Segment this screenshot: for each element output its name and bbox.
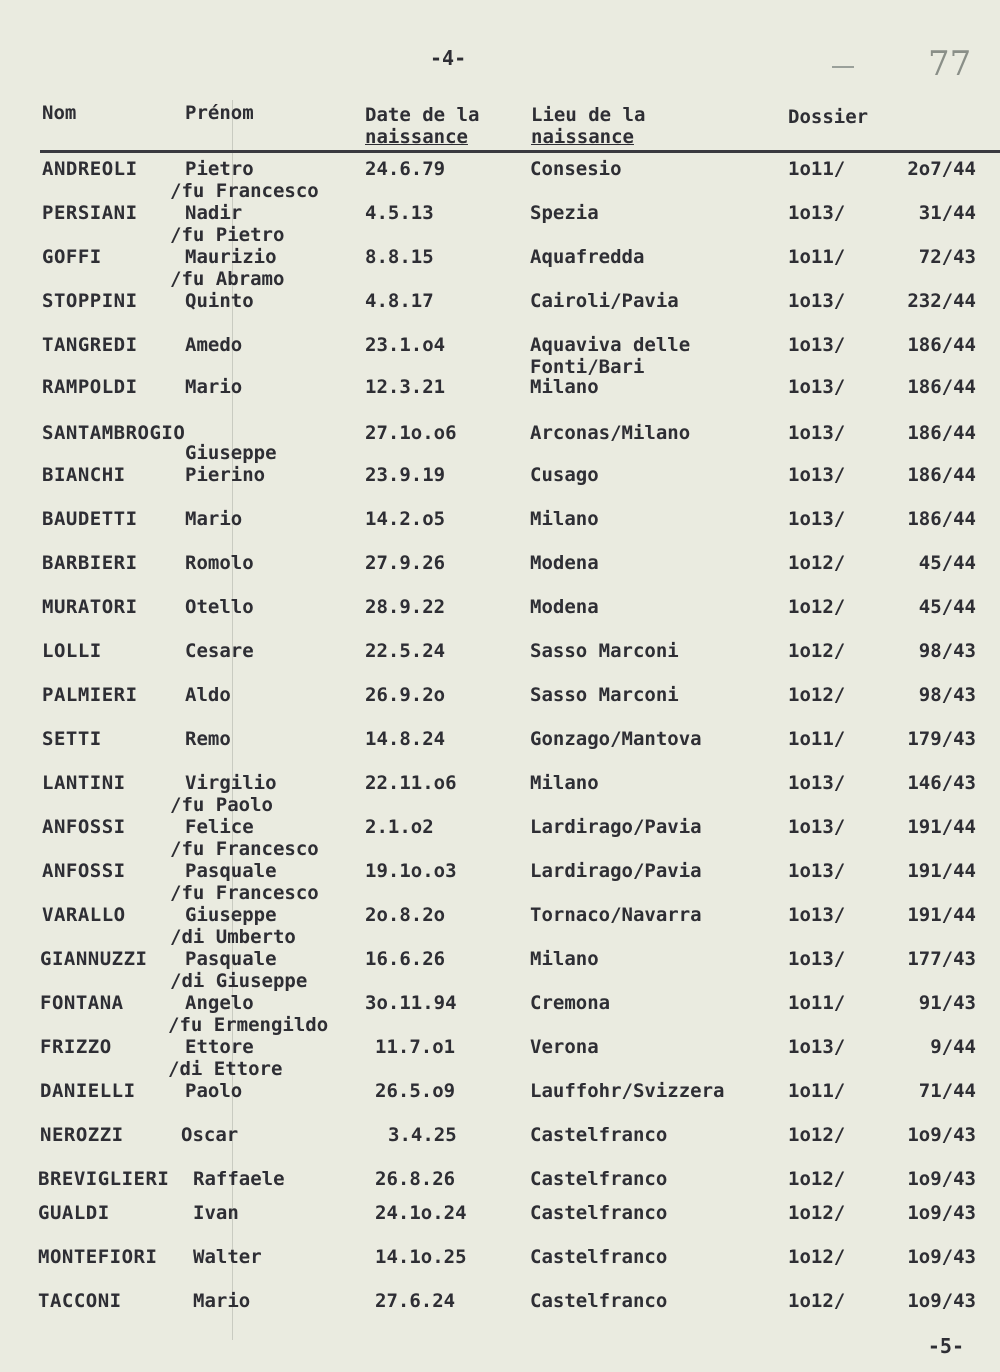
table-row	[0, 202, 1000, 242]
cell-dossier-b: 186/44	[907, 464, 976, 486]
cell-dossier-b: 191/44	[907, 860, 976, 882]
next-page-number: -5-	[927, 1334, 964, 1358]
cell-lieu: Arconas/Milano	[530, 422, 691, 444]
cell-dossier-a: 1o12/	[788, 552, 846, 574]
cell-prenom: Mario	[193, 1290, 251, 1312]
table-row	[0, 376, 1000, 416]
page-number: -4-	[430, 46, 467, 70]
cell-dossier-b: 71/44	[918, 1080, 976, 1102]
cell-prenom: Felice	[185, 816, 254, 838]
cell-father: /fu Paolo	[170, 794, 273, 816]
cell-dossier-b: 191/44	[907, 904, 976, 926]
cell-dossier-b: 45/44	[918, 552, 976, 574]
cell-prenom: Walter	[193, 1246, 262, 1268]
cell-nom: TANGREDI	[42, 334, 138, 356]
cell-dossier-a: 1o13/	[788, 376, 846, 398]
cell-dossier-b: 45/44	[918, 596, 976, 618]
cell-lieu: Milano	[530, 948, 599, 970]
cell-dossier-b: 1o9/43	[907, 1246, 976, 1268]
cell-nom: MONTEFIORI	[38, 1246, 158, 1268]
cell-prenom: Mario	[185, 376, 243, 398]
cell-lieu: Sasso Marconi	[530, 640, 679, 662]
cell-dossier-a: 1o13/	[788, 860, 846, 882]
cell-dossier-a: 1o12/	[788, 1202, 846, 1224]
cell-dossier-b: 186/44	[907, 334, 976, 356]
cell-dossier-b: 186/44	[907, 376, 976, 398]
table-row	[0, 772, 1000, 812]
cell-nom: BAUDETTI	[42, 508, 138, 530]
cell-date: 4.8.17	[365, 290, 434, 312]
cell-father: /di Umberto	[170, 926, 296, 948]
table-row	[0, 464, 1000, 504]
cell-lieu: Lardirago/Pavia	[530, 816, 702, 838]
cell-prenom: Angelo	[185, 992, 254, 1014]
table-row	[0, 1290, 1000, 1330]
cell-nom: ANFOSSI	[42, 816, 126, 838]
table-row	[0, 904, 1000, 944]
cell-prenom: Oscar	[181, 1124, 239, 1146]
table-row	[0, 246, 1000, 286]
cell-lieu: Lardirago/Pavia	[530, 860, 702, 882]
cell-dossier-b: 98/43	[918, 684, 976, 706]
cell-dossier-b: 9/44	[930, 1036, 976, 1058]
cell-dossier-a: 1o13/	[788, 772, 846, 794]
cell-dossier-b: 1o9/43	[907, 1202, 976, 1224]
header-date-line1: Date de la	[365, 104, 480, 126]
cell-dossier-b: 146/43	[907, 772, 976, 794]
cell-date: 4.5.13	[365, 202, 434, 224]
header-lieu-line2: naissance	[531, 126, 634, 148]
cell-prenom: Quinto	[185, 290, 254, 312]
cell-dossier-b: 72/43	[918, 246, 976, 268]
cell-date: 22.11.o6	[365, 772, 457, 794]
table-row	[0, 1036, 1000, 1076]
cell-date: 26.9.2o	[365, 684, 446, 706]
cell-date: 14.2.o5	[365, 508, 446, 530]
cell-nom: TACCONI	[38, 1290, 122, 1312]
cell-prenom: Pasquale	[185, 860, 277, 882]
corner-folio-number: 77	[928, 44, 972, 84]
table-row	[0, 640, 1000, 680]
cell-date: 28.9.22	[365, 596, 446, 618]
cell-father: /fu Pietro	[170, 224, 285, 246]
cell-date: 8.8.15	[365, 246, 434, 268]
cell-dossier-b: 186/44	[907, 422, 976, 444]
cell-date: 22.5.24	[365, 640, 446, 662]
table-row	[0, 158, 1000, 198]
cell-date: 27.6.24	[375, 1290, 456, 1312]
cell-dossier-a: 1o13/	[788, 334, 846, 356]
table-row	[0, 422, 1000, 462]
cell-date: 24.1o.24	[375, 1202, 467, 1224]
cell-nom: GIANNUZZI	[40, 948, 148, 970]
cell-dossier-a: 1o12/	[788, 596, 846, 618]
cell-nom: DANIELLI	[40, 1080, 136, 1102]
cell-prenom: Paolo	[185, 1080, 243, 1102]
cell-lieu: Aquafredda	[530, 246, 645, 268]
cell-lieu: Modena	[530, 552, 599, 574]
cell-father: /di Giuseppe	[170, 970, 308, 992]
cell-dossier-b: 1o9/43	[907, 1290, 976, 1312]
cell-prenom: Cesare	[185, 640, 254, 662]
cell-nom: ANFOSSI	[42, 860, 126, 882]
cell-nom: FONTANA	[40, 992, 124, 1014]
cell-dossier-a: 1o13/	[788, 904, 846, 926]
cell-dossier-a: 1o13/	[788, 422, 846, 444]
cell-dossier-a: 1o11/	[788, 158, 846, 180]
cell-nom: STOPPINI	[42, 290, 138, 312]
cell-lieu: Cairoli/Pavia	[530, 290, 679, 312]
cell-lieu: Lauffohr/Svizzera	[530, 1080, 725, 1102]
cell-prenom: Mario	[185, 508, 243, 530]
cell-father: /fu Francesco	[170, 838, 319, 860]
cell-nom: SETTI	[42, 728, 102, 750]
cell-lieu: Milano	[530, 772, 599, 794]
cell-nom: PALMIERI	[42, 684, 138, 706]
table-row	[0, 334, 1000, 374]
cell-nom: GOFFI	[42, 246, 102, 268]
header-nom: Nom	[42, 102, 77, 124]
cell-prenom: Amedo	[185, 334, 243, 356]
table-row	[0, 992, 1000, 1032]
cell-nom: LOLLI	[42, 640, 102, 662]
corner-mark	[832, 66, 854, 68]
cell-nom: BIANCHI	[42, 464, 126, 486]
cell-date: 3o.11.94	[365, 992, 457, 1014]
cell-date: 19.1o.o3	[365, 860, 457, 882]
cell-date: 26.8.26	[375, 1168, 456, 1190]
cell-dossier-a: 1o11/	[788, 992, 846, 1014]
cell-dossier-a: 1o11/	[788, 246, 846, 268]
cell-prenom: Pietro	[185, 158, 254, 180]
cell-father: /fu Francesco	[170, 180, 319, 202]
cell-prenom: Raffaele	[193, 1168, 285, 1190]
cell-dossier-b: 186/44	[907, 508, 976, 530]
cell-lieu: Castelfranco	[530, 1168, 668, 1190]
table-row	[0, 290, 1000, 330]
cell-prenom: Maurizio	[185, 246, 277, 268]
cell-prenom: Ivan	[193, 1202, 239, 1224]
cell-lieu-line2: Fonti/Bari	[530, 356, 645, 378]
header-date	[365, 104, 479, 148]
cell-prenom: Romolo	[185, 552, 254, 574]
cell-prenom: Pasquale	[185, 948, 277, 970]
cell-nom: RAMPOLDI	[42, 376, 138, 398]
cell-lieu: Aquaviva delle	[530, 334, 691, 356]
cell-dossier-b: 177/43	[907, 948, 976, 970]
cell-prenom: Otello	[185, 596, 254, 618]
cell-nom: ANDREOLI	[42, 158, 138, 180]
cell-dossier-a: 1o12/	[788, 1246, 846, 1268]
cell-lieu: Milano	[530, 508, 599, 530]
cell-dossier-a: 1o12/	[788, 1168, 846, 1190]
cell-date: 2o.8.2o	[365, 904, 446, 926]
cell-dossier-a: 1o12/	[788, 684, 846, 706]
cell-date: 23.1.o4	[365, 334, 446, 356]
cell-dossier-a: 1o13/	[788, 816, 846, 838]
cell-dossier-a: 1o13/	[788, 464, 846, 486]
cell-prenom: Giuseppe	[185, 904, 277, 926]
header-lieu	[531, 104, 645, 148]
cell-father: /di Ettore	[168, 1058, 283, 1080]
cell-nom: BREVIGLIERI	[38, 1168, 170, 1190]
header-prenom: Prénom	[185, 102, 254, 124]
cell-date: 27.9.26	[365, 552, 446, 574]
cell-dossier-b: 179/43	[907, 728, 976, 750]
cell-dossier-a: 1o13/	[788, 202, 846, 224]
cell-date: 16.6.26	[365, 948, 446, 970]
cell-dossier-b: 2o7/44	[907, 158, 976, 180]
cell-nom: LANTINI	[42, 772, 126, 794]
cell-dossier-a: 1o12/	[788, 640, 846, 662]
cell-nom: FRIZZO	[40, 1036, 112, 1058]
cell-nom: GUALDI	[38, 1202, 110, 1224]
table-row	[0, 948, 1000, 988]
cell-dossier-a: 1o11/	[788, 728, 846, 750]
cell-date: 26.5.o9	[375, 1080, 456, 1102]
cell-date: 12.3.21	[365, 376, 446, 398]
table-row	[0, 1124, 1000, 1164]
cell-dossier-a: 1o13/	[788, 508, 846, 530]
table-row	[0, 596, 1000, 636]
header-lieu-line1: Lieu de la	[531, 104, 646, 126]
table-row	[0, 1080, 1000, 1120]
cell-lieu: Gonzago/Mantova	[530, 728, 702, 750]
cell-dossier-b: 1o9/43	[907, 1168, 976, 1190]
table-row	[0, 684, 1000, 724]
cell-lieu: Castelfranco	[530, 1124, 668, 1146]
cell-nom: BARBIERI	[42, 552, 138, 574]
cell-prenom: Aldo	[185, 684, 231, 706]
cell-nom: NEROZZI	[40, 1124, 124, 1146]
cell-lieu: Cusago	[530, 464, 599, 486]
cell-nom: MURATORI	[42, 596, 138, 618]
cell-dossier-b: 31/44	[918, 202, 976, 224]
header-rule	[40, 150, 1000, 153]
cell-prenom: Nadir	[185, 202, 243, 224]
cell-father: /fu Francesco	[170, 882, 319, 904]
cell-lieu: Castelfranco	[530, 1202, 668, 1224]
cell-prenom: Giuseppe	[185, 442, 277, 464]
cell-dossier-b: 191/44	[907, 816, 976, 838]
cell-dossier-a: 1o13/	[788, 290, 846, 312]
cell-father: /fu Ermengildo	[168, 1014, 329, 1036]
cell-dossier-a: 1o13/	[788, 1036, 846, 1058]
cell-dossier-a: 1o12/	[788, 1290, 846, 1312]
cell-lieu: Spezia	[530, 202, 599, 224]
cell-lieu: Tornaco/Navarra	[530, 904, 702, 926]
header-dossier: Dossier	[788, 106, 869, 128]
table-row	[0, 816, 1000, 856]
cell-date: 27.1o.o6	[365, 422, 457, 444]
cell-nom: SANTAMBROGIO	[42, 422, 186, 444]
cell-lieu: Milano	[530, 376, 599, 398]
cell-date: 3.4.25	[388, 1124, 457, 1146]
cell-date: 11.7.o1	[375, 1036, 456, 1058]
cell-dossier-b: 98/43	[918, 640, 976, 662]
cell-dossier-a: 1o13/	[788, 948, 846, 970]
table-row	[0, 1202, 1000, 1242]
table-row	[0, 508, 1000, 548]
cell-date: 24.6.79	[365, 158, 446, 180]
cell-lieu: Consesio	[530, 158, 622, 180]
cell-date: 14.8.24	[365, 728, 446, 750]
cell-lieu: Castelfranco	[530, 1290, 668, 1312]
cell-nom: PERSIANI	[42, 202, 138, 224]
cell-dossier-a: 1o12/	[788, 1124, 846, 1146]
cell-dossier-b: 1o9/43	[907, 1124, 976, 1146]
header-date-line2: naissance	[365, 126, 468, 148]
cell-lieu: Cremona	[530, 992, 611, 1014]
cell-dossier-b: 91/43	[918, 992, 976, 1014]
cell-lieu: Castelfranco	[530, 1246, 668, 1268]
table-row	[0, 552, 1000, 592]
cell-lieu: Sasso Marconi	[530, 684, 679, 706]
cell-prenom: Remo	[185, 728, 231, 750]
cell-date: 23.9.19	[365, 464, 446, 486]
cell-dossier-b: 232/44	[907, 290, 976, 312]
cell-date: 2.1.o2	[365, 816, 434, 838]
cell-father: /fu Abramo	[170, 268, 285, 290]
cell-prenom: Pierino	[185, 464, 266, 486]
cell-nom: VARALLO	[42, 904, 126, 926]
cell-prenom: Virgilio	[185, 772, 277, 794]
cell-lieu: Verona	[530, 1036, 599, 1058]
cell-date: 14.1o.25	[375, 1246, 467, 1268]
table-row	[0, 1246, 1000, 1286]
cell-dossier-a: 1o11/	[788, 1080, 846, 1102]
cell-prenom: Ettore	[185, 1036, 254, 1058]
table-row	[0, 860, 1000, 900]
cell-lieu: Modena	[530, 596, 599, 618]
table-row	[0, 728, 1000, 768]
